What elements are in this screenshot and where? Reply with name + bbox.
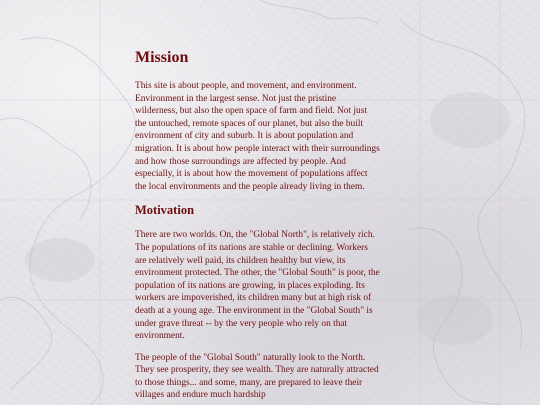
- motivation-paragraph-1: There are two worlds. On, the "Global North", is relatively rich. The populations of its nations are stable or declining. Workers are relatively well paid, its children healthy but view, its environment protected. The other, the "Global South" is poor, the population of its nations are growing, in places exploding. Its workers are impoverished, its children many but at high risk of death at a young age. The environment in the "Global South" is under grave threat -- by the very people who rely on that environment.: [135, 230, 380, 342]
- motivation-paragraph-2: The people of the "Global South" naturally look to the North. They see prosperity, they see wealth. They are naturally attracted to those things... and some, many, are prepared to leave their villages and endure much hardship: [135, 352, 379, 401]
- main-content: [135, 48, 380, 405]
- mission-paragraph: This site is about people, and movement, and environment. Environment in the largest sense. Not just the pristine wilderness, but also the open space of farm and field. Not just the untouched, remote spaces of our planet, but also the built environment of city and suburb. It is about population and migration. It is about how people interact with their surroundings and how those surroundings are affected by people. And especially, it is about how the movement of populations affect the local environments and the people already living in them.: [135, 81, 380, 192]
- motivation-heading: Motivation: [135, 203, 195, 218]
- mission-heading: Mission: [135, 49, 189, 66]
